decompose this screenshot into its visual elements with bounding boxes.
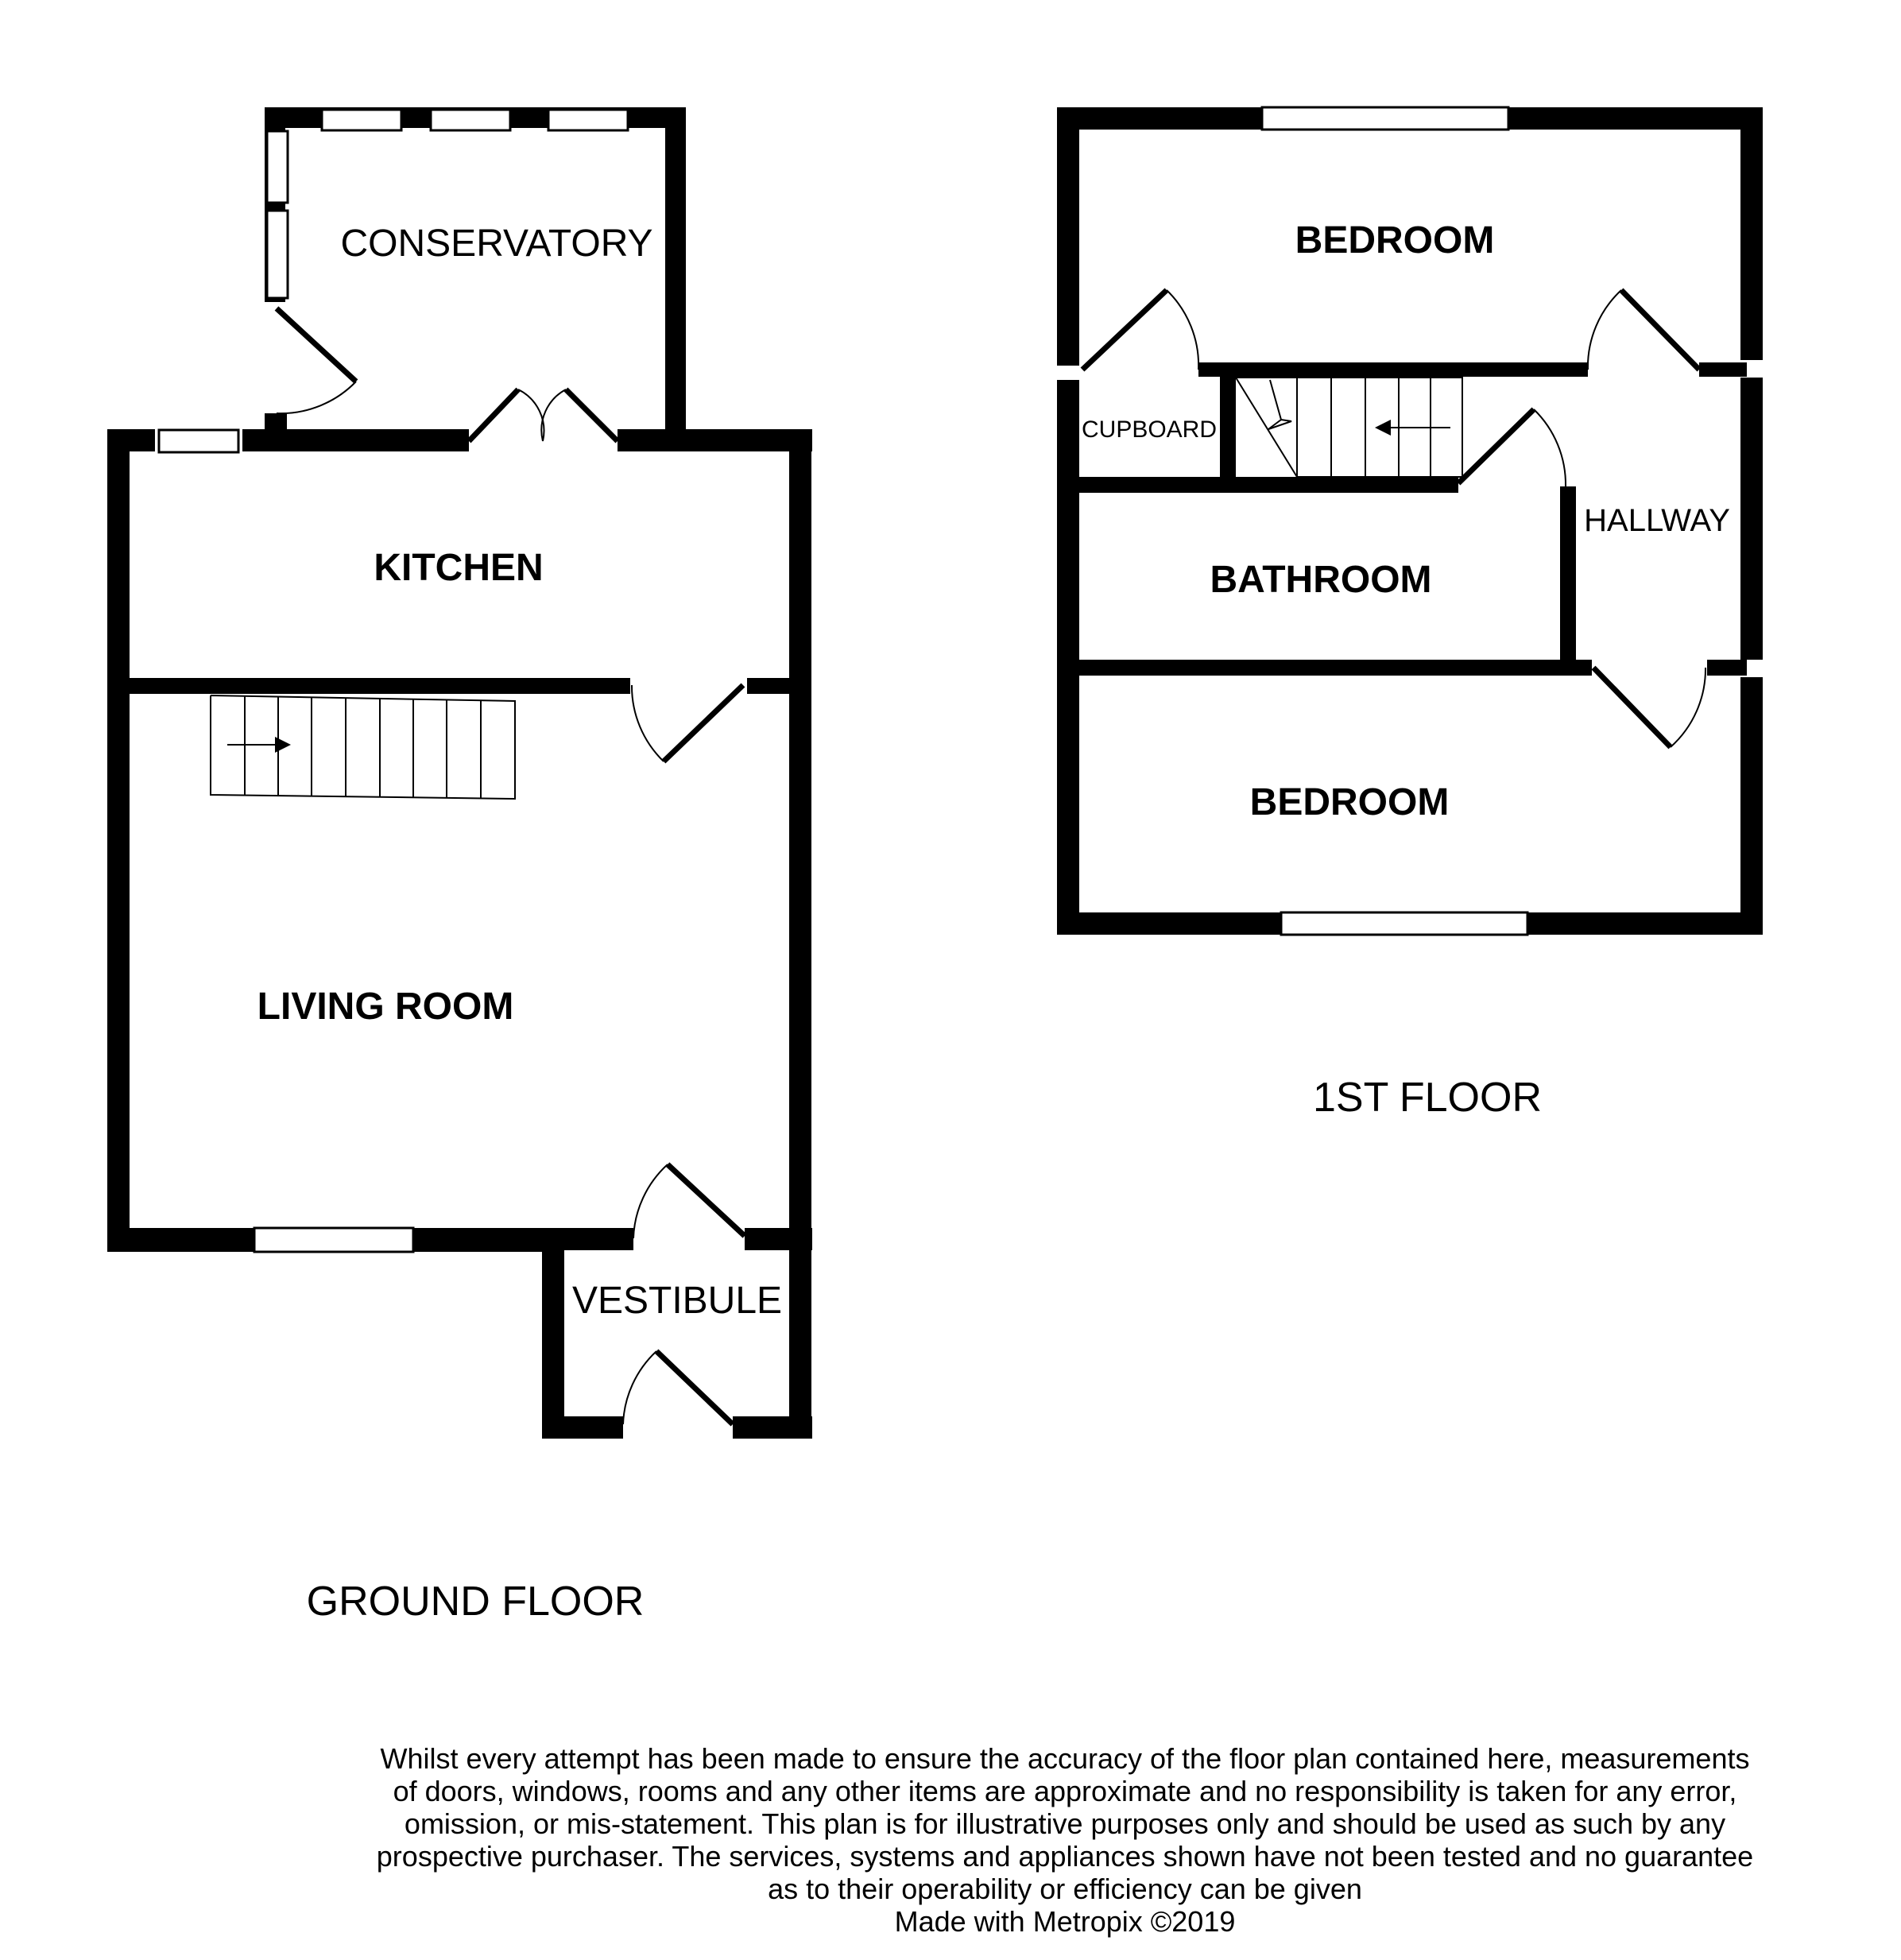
bedroom-bottom-window	[1281, 912, 1527, 935]
first-floor-title: 1ST FLOOR	[1312, 1075, 1543, 1121]
vestibule-inner-door	[633, 1164, 745, 1238]
room-label-bedroom-top: BEDROOM	[1295, 219, 1495, 261]
disclaimer-line: of doors, windows, rooms and any other items are approximate and no responsibility is taken for any error,	[393, 1775, 1737, 1807]
first-floor-plan	[1057, 107, 1763, 935]
bedroom-top-right-door	[1588, 290, 1699, 370]
kitchen-double-door	[469, 389, 618, 441]
front-door	[623, 1351, 733, 1424]
bedroom-top-left-door	[1082, 290, 1198, 370]
bedroom-top-window	[1262, 107, 1508, 130]
ground-floor-staircase	[211, 695, 515, 799]
ground-floor-plan	[107, 107, 812, 1439]
bedroom-bottom-door	[1593, 668, 1705, 747]
room-label-hallway: HALLWAY	[1584, 503, 1730, 538]
bathroom-door	[1458, 409, 1566, 486]
disclaimer-line: Whilst every attempt has been made to ensure the accuracy of the floor plan contained here, measurements	[380, 1742, 1750, 1775]
living-room-door	[632, 685, 743, 761]
ground-floor-title: GROUND FLOOR	[306, 1578, 645, 1625]
room-label-kitchen: KITCHEN	[374, 547, 544, 589]
living-room-walls	[107, 1228, 812, 1439]
room-label-bathroom: BATHROOM	[1210, 559, 1432, 601]
conservatory-windows	[267, 110, 628, 298]
room-label-conservatory: CONSERVATORY	[340, 223, 653, 265]
disclaimer-line: as to their operability or efficiency can be given	[768, 1873, 1362, 1905]
living-room-window	[254, 1228, 413, 1252]
metropix-credit: Made with Metropix ©2019	[894, 1905, 1236, 1938]
room-label-bedroom-bottom: BEDROOM	[1249, 781, 1450, 823]
kitchen-window	[159, 430, 238, 452]
conservatory-walls	[265, 107, 686, 449]
disclaimer-line: prospective purchaser. The services, systems and appliances shown have not been tested and no guarantee	[376, 1840, 1754, 1873]
first-floor-staircase	[1236, 378, 1462, 477]
disclaimer-text	[334, 1742, 1796, 1938]
disclaimer-line: omission, or mis-statement. This plan is for illustrative purposes only and should be used as such by any	[404, 1807, 1726, 1840]
room-label-cupboard: CUPBOARD	[1081, 416, 1218, 443]
room-label-living-room: LIVING ROOM	[257, 986, 514, 1028]
conservatory-side-door	[277, 308, 356, 413]
room-label-vestibule: VESTIBULE	[571, 1280, 783, 1322]
